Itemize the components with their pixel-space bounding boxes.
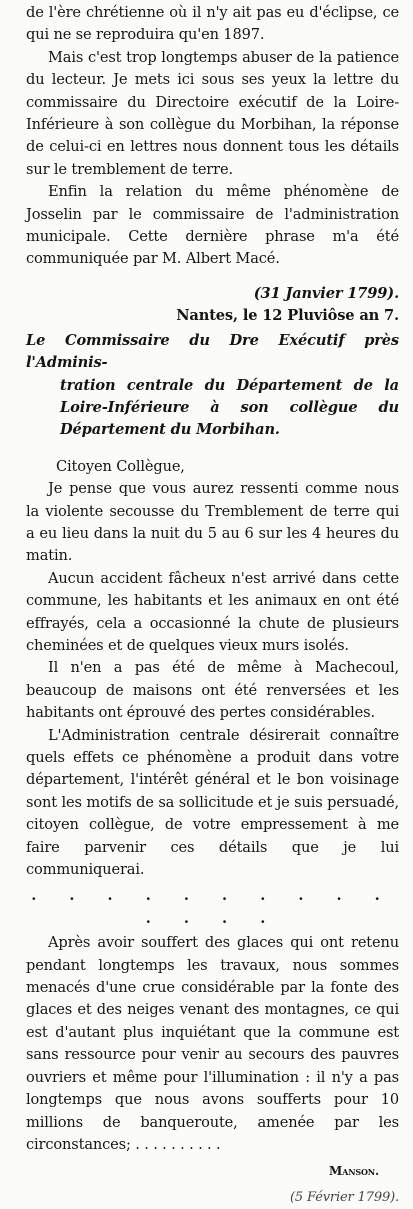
letter-paragraph-4: L'Administration centrale désirerait connaître quels effets ce phénomène a produit dans votre département, l'intérêt général et le bon voisinage sont les motifs de sa sollicitude et je suis persuadé, citoyen collègue, de votre empressement à me faire parvenir ces détails que je lui communiquerai.: [26, 726, 399, 879]
letter-paragraph-3: Il n'en a pas été de même à Machecoul, beaucoup de maisons ont été renversées et les habitants ont éprouvé des pertes considérables.: [26, 659, 399, 722]
footer-date: (5 Février 1799).: [290, 1189, 399, 1205]
ellipsis-separator: . . . . . . . . . . . . . .: [31, 887, 394, 927]
letter-paragraph-2: Aucun accident fâcheux n'est arrivé dans cette commune, les habitants et les animaux en ont été effrayés, cela a occasionné la chute de plusieurs cheminées et de quelques vieux murs isolés.: [26, 569, 399, 654]
letter-heading-first-line: Le Commissaire du Dre Exécutif près l'Adminis-: [26, 331, 399, 372]
letter-salutation: Citoyen Collègue,: [56, 457, 185, 475]
letter-paragraph-1: Je pense que vous aurez ressenti comme nous la violente secousse du Tremblement de terre qui a eu lieu dans la nuit du 5 au 6 sur les 4 heures du matin.: [26, 480, 399, 565]
letter-heading: [26, 330, 399, 442]
letter-date-bracket: (31 Janvier 1799).: [253, 284, 399, 302]
letter-heading-rest: tration centrale du Département de la Loire-Inférieure à son collègue du Département du Morbihan.: [60, 376, 399, 439]
intro-paragraph-3: Enfin la relation du même phénomène de Josselin par le commissaire de l'administration municipale. Cette dernière phrase m'a été communiquée par M. Albert Macé.: [26, 183, 399, 268]
letter-signature: Manson.: [329, 1164, 379, 1179]
intro-paragraph-1: de l'ère chrétienne où il n'y ait pas eu d'éclipse, ce qui ne se reproduira qu'en 1897.: [26, 4, 399, 44]
intro-paragraph-2: Mais c'est trop longtemps abuser de la patience du lecteur. Je mets ici sous ses yeux la lettre du commissaire du Directoire exécutif de la Loire-Inférieure à son collègue du Morbihan, la réponse de celui-ci en lettres nous donnent tous les détails sur le tremblement de terre.: [26, 48, 399, 178]
letter-paragraph-5: Après avoir souffert des glaces qui ont retenu pendant longtemps les travaux, nous sommes menacés d'une crue considérable par la fonte des glaces et des neiges venant des montagnes, ce qui est d'autant plus inquiétant que la commune est sans ressource pour venir au secours des pauvres ouvriers et même pour l'illumination : il n'y a pas longtemps que nous avons soufferts pour 10 millions de banqueroute, amenée par les circonstances; . . . . . . . . . .: [26, 934, 399, 1153]
letter-place-date: Nantes, le 12 Pluviôse an 7.: [176, 307, 399, 325]
